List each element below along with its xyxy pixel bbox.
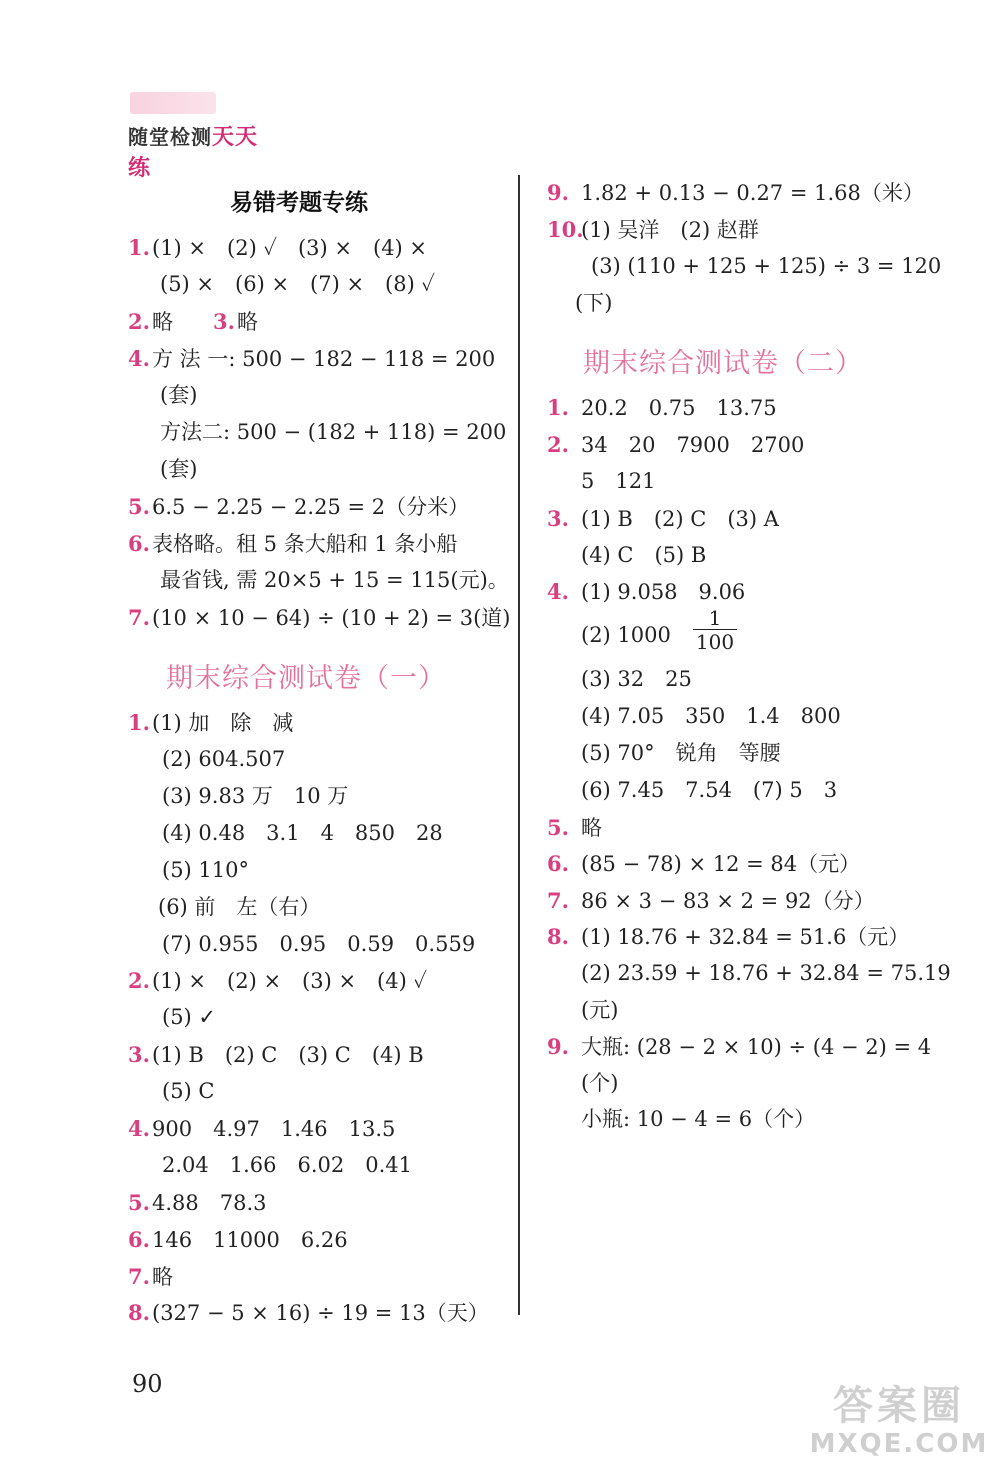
answer-line: (2) 1000 <box>581 623 671 647</box>
answer-line: 2.(1) × (2) × (3) × (4) ✓ <box>128 968 428 993</box>
answer-line: (2) 604.507 <box>162 747 286 771</box>
watermark <box>804 1383 994 1473</box>
answer-line: (2) 23.59 + 18.76 + 32.84 = 75.19 <box>581 961 951 985</box>
answer-line: 4. (1) 9.058 9.06 <box>547 579 746 604</box>
answer-line: (个) <box>581 1071 619 1095</box>
answer-line: 1.(1) × (2) ✓ (3) × (4) × <box>128 235 428 260</box>
answer-line: 4.900 4.97 1.46 13.5 <box>128 1116 396 1141</box>
answer-line: (5) 70° 锐角 等腰 <box>581 741 781 765</box>
answer-line: (4) 7.05 350 1.4 800 <box>581 704 841 728</box>
brand-text <box>128 120 266 182</box>
column-divider <box>518 175 520 1315</box>
watermark-line-2: MXQE.COM <box>809 1429 989 1459</box>
answer-line: (4) 0.48 3.1 4 850 28 <box>162 821 443 845</box>
answer-line: 5. 略 <box>547 815 602 840</box>
brand-logo <box>126 88 266 181</box>
watermark-line-1: 答案圈 <box>833 1383 965 1429</box>
answer-line: (7) 0.955 0.95 0.59 0.559 <box>162 932 476 956</box>
answer-line: 3. (1) B (2) C (3) A <box>547 506 779 531</box>
answer-line: (套) <box>160 457 198 481</box>
answer-line: 5 121 <box>581 469 656 493</box>
answer-line: 7.(10 × 10 − 64) ÷ (10 + 2) = 3(道) <box>128 605 511 630</box>
answer-line: (6) 7.45 7.54 (7) 5 3 <box>581 778 838 802</box>
brand-main: 随堂检测 <box>128 125 212 149</box>
answer-line: 小瓶: 10 − 4 = 6（个） <box>581 1107 816 1131</box>
section-title-final-test-2: 期末综合测试卷（二） <box>583 348 863 379</box>
answer-line: 6.146 11000 6.26 <box>128 1227 348 1252</box>
answer-line: (5) 110° <box>162 858 250 882</box>
answer-line: 5.6.5 − 2.25 − 2.25 = 2（分米） <box>128 494 470 519</box>
answer-line: 方法二: 500 − (182 + 118) = 200 <box>160 420 507 444</box>
answer-line: 7.略 <box>128 1264 173 1289</box>
answer-line: 2.略 3.略 <box>128 309 258 334</box>
answer-line: (6) 前 左（右） <box>158 895 321 919</box>
answer-line: 2.04 1.66 6.02 0.41 <box>162 1153 413 1177</box>
section-title-final-test-1: 期末综合测试卷（一） <box>166 663 446 694</box>
answer-line: 1.(1) 加 除 减 <box>128 710 294 735</box>
answer-line: (5) × (6) × (7) × (8) ✓ <box>160 272 436 296</box>
answer-line: (下) <box>575 291 613 315</box>
answer-line: 8. (1) 18.76 + 32.84 = 51.6（元） <box>547 924 910 949</box>
answer-line: 3.(1) B (2) C (3) C (4) B <box>128 1042 424 1067</box>
answer-line: (4) C (5) B <box>581 543 707 567</box>
answer-line: 2. 34 20 7900 2700 <box>547 432 805 457</box>
fraction-denominator: 100 <box>695 630 735 654</box>
answer-line: (套) <box>160 383 198 407</box>
fraction-one-hundredth <box>693 607 737 654</box>
answer-line: (元) <box>581 998 619 1022</box>
answer-line: 6. (85 − 78) × 12 = 84（元） <box>547 851 861 876</box>
answer-line: 8.(327 − 5 × 16) ÷ 19 = 13（天） <box>128 1300 489 1325</box>
answer-line: 1. 20.2 0.75 13.75 <box>547 395 777 420</box>
section-title-errors: 易错考题专练 <box>230 190 368 216</box>
answer-line: 5.4.88 78.3 <box>128 1190 267 1215</box>
answer-line: 4.方 法 一: 500 − 182 − 118 = 200 <box>128 346 496 371</box>
page-number: 90 <box>132 1370 163 1398</box>
answer-line: (3) (110 + 125 + 125) ÷ 3 = 120 <box>591 254 942 278</box>
answer-line: 6.表格略。租 5 条大船和 1 条小船 <box>128 531 458 556</box>
answer-line: (5) C <box>162 1079 215 1103</box>
answer-line: 9. 大瓶: (28 − 2 × 10) ÷ (4 − 2) = 4 <box>547 1034 932 1059</box>
answer-line: 7. 86 × 3 − 83 × 2 = 92（分） <box>547 888 875 913</box>
answer-line: (3) 32 25 <box>581 667 692 691</box>
answer-line: 最省钱, 需 20×5 + 15 = 115(元)。 <box>160 568 509 592</box>
answer-line: (3) 9.83 万 10 万 <box>162 784 349 808</box>
answer-line: (5) ✓ <box>162 1005 217 1029</box>
answer-line: 9. 1.82 + 0.13 − 0.27 = 1.68（米） <box>547 180 924 205</box>
brand-decor-bar <box>130 92 216 114</box>
brand-accent: 天天练 <box>128 125 259 181</box>
answer-line: 10.(1) 吴洋 (2) 赵群 <box>547 217 759 242</box>
fraction-numerator: 1 <box>693 607 737 630</box>
